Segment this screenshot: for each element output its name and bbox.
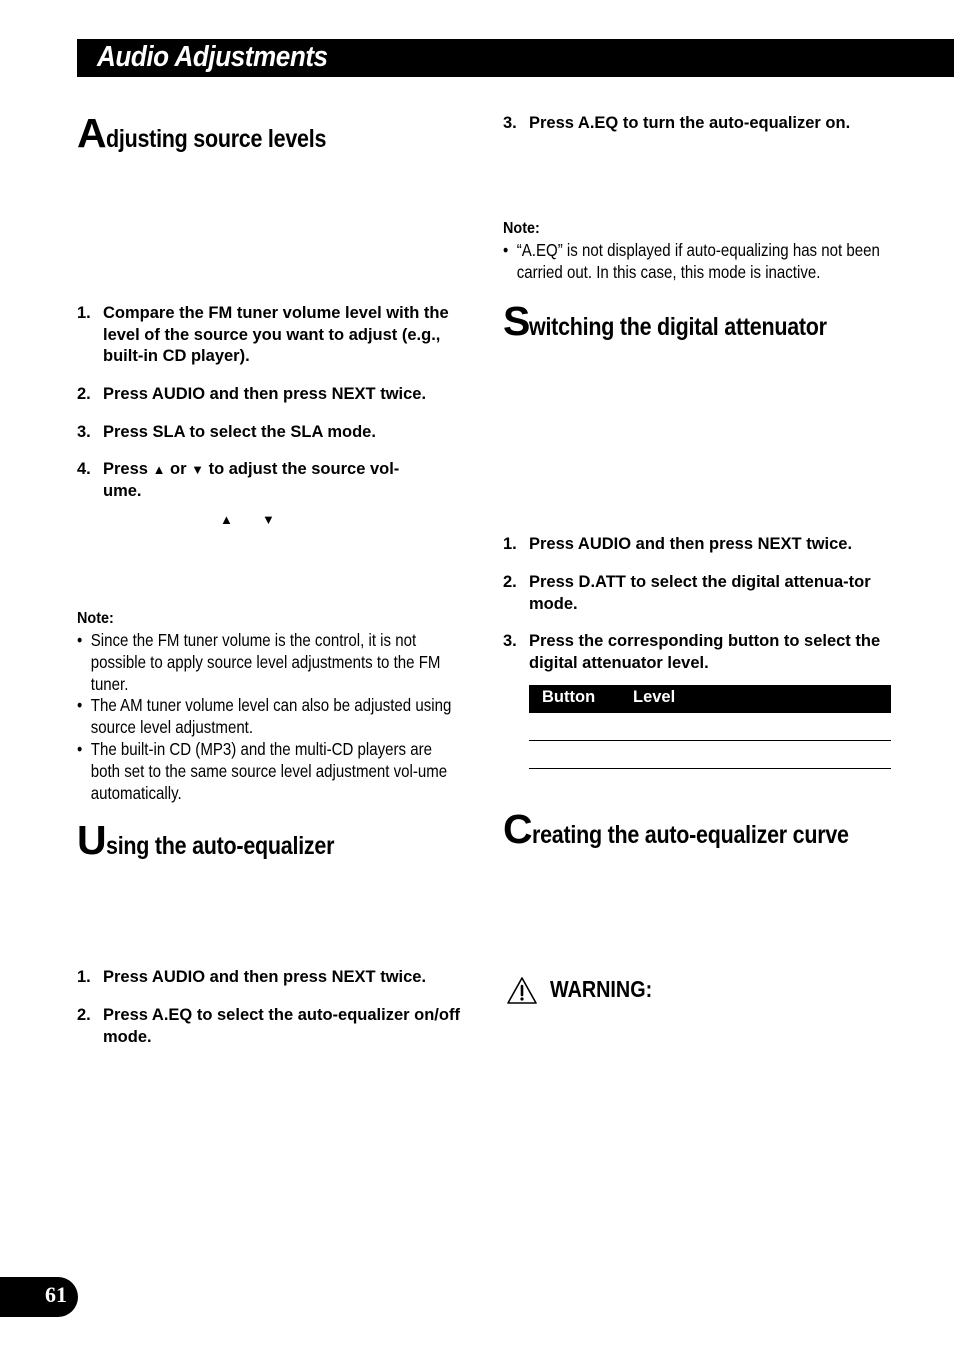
note-text: The built-in CD (MP3) and the multi-CD players are both set to the same source level adjustment vol-ume automatically.	[90, 738, 448, 803]
note-text: The AM tuner volume level can also be adjusted using source level adjustment.	[90, 695, 452, 738]
heading-initial: A	[77, 110, 106, 156]
step-item	[503, 631, 893, 674]
step-text: Press D.ATT to select the digital attenua-tor mode.	[529, 573, 871, 613]
step-number: 1.	[77, 968, 91, 986]
step-number: 2.	[503, 573, 517, 591]
step-item	[77, 1005, 467, 1048]
step-item	[503, 534, 893, 556]
heading-initial: U	[77, 817, 106, 863]
step-text: Press A.EQ to select the auto-equalizer on/off mode.	[103, 1006, 460, 1046]
step-text: Press A.EQ to turn the auto-equalizer on.	[529, 114, 851, 132]
section-heading-using	[77, 817, 371, 863]
section-heading-adjusting	[77, 110, 362, 156]
step-number: 1.	[77, 304, 91, 322]
step-text: Press AUDIO and then press NEXT twice.	[529, 535, 853, 553]
table-row-divider	[529, 768, 891, 769]
step-text: Press AUDIO and then press NEXT twice.	[103, 968, 427, 986]
step-number: 2.	[77, 1006, 91, 1024]
note-list	[77, 630, 464, 804]
step-item	[77, 422, 467, 444]
step-item	[77, 967, 467, 989]
heading-rest: reating the auto-equalizer curve	[531, 821, 849, 849]
note-text: “A.EQ” is not displayed if auto-equalizing has not been carried out. In this case, this mode is inactive.	[516, 240, 880, 282]
heading-initial: C	[503, 806, 532, 852]
step-text: Press AUDIO and then press NEXT twice.	[103, 385, 427, 403]
warning-triangle-icon	[505, 975, 539, 1007]
step-number: 2.	[77, 385, 91, 403]
note-item: • The AM tuner volume level can also be adjusted using source level adjustment.	[77, 695, 452, 738]
warning-label: WARNING:	[550, 976, 653, 1002]
page-number-tab	[0, 1277, 78, 1317]
heading-rest: djusting source levels	[105, 125, 326, 153]
triangle-down-icon: ▼	[262, 512, 275, 527]
step-number: 3.	[77, 423, 91, 441]
page-number: 61	[45, 1282, 67, 1307]
step-text: Compare the FM tuner volume level with the level of the source you want to adjust (e.g., built-in CD player).	[103, 304, 449, 365]
note-label: Note:	[77, 610, 114, 627]
step-text	[103, 459, 467, 502]
step-item	[77, 459, 467, 502]
section-heading-switching	[503, 298, 876, 344]
note-label: Note:	[503, 220, 540, 237]
step-item	[77, 384, 467, 406]
step-text-post: to adjust the source vol-	[208, 460, 400, 478]
step-text-line2: ume.	[103, 481, 142, 500]
triangle-down-icon: ▼	[191, 462, 204, 477]
section-heading-creating	[503, 806, 900, 852]
heading-rest: witching the digital attenuator	[529, 313, 828, 341]
step-number: 3.	[503, 114, 517, 132]
step-item	[503, 113, 903, 135]
step-text-pre: Press	[103, 460, 148, 478]
triangle-up-icon: ▲	[220, 512, 233, 527]
step-text-mid: or	[170, 460, 187, 478]
step-item	[77, 303, 467, 368]
header-bar	[77, 39, 954, 77]
step-text: Press SLA to select the SLA mode.	[103, 423, 376, 441]
table-header-level: Level	[633, 688, 676, 706]
note-item: • “A.EQ” is not displayed if auto-equalizing has not been carried out. In this case, this mode is inactive.	[503, 240, 880, 282]
page-title: Audio Adjustments	[97, 41, 328, 73]
step-number: 1.	[503, 535, 517, 553]
table-header-button: Button	[542, 688, 596, 706]
table-row-divider	[529, 740, 891, 741]
note-text: Since the FM tuner volume is the control, it is not possible to apply source level adjustments to the FM tuner.	[90, 630, 441, 694]
table-header	[529, 685, 891, 713]
step-number: 4.	[77, 460, 91, 478]
note-item: • The built-in CD (MP3) and the multi-CD players are both set to the same source level adjustment vol-ume automatically.	[77, 738, 448, 803]
note-item: • Since the FM tuner volume is the control, it is not possible to apply source level adjustments to the FM tuner.	[77, 630, 441, 694]
step-number: 3.	[503, 632, 517, 650]
triangle-up-icon: ▲	[152, 462, 166, 477]
step-text: Press the corresponding button to select the digital attenuator level.	[529, 632, 881, 672]
note-list	[503, 240, 897, 284]
heading-initial: S	[503, 298, 530, 344]
heading-rest: sing the auto-equalizer	[105, 832, 334, 860]
step-item	[503, 572, 893, 615]
